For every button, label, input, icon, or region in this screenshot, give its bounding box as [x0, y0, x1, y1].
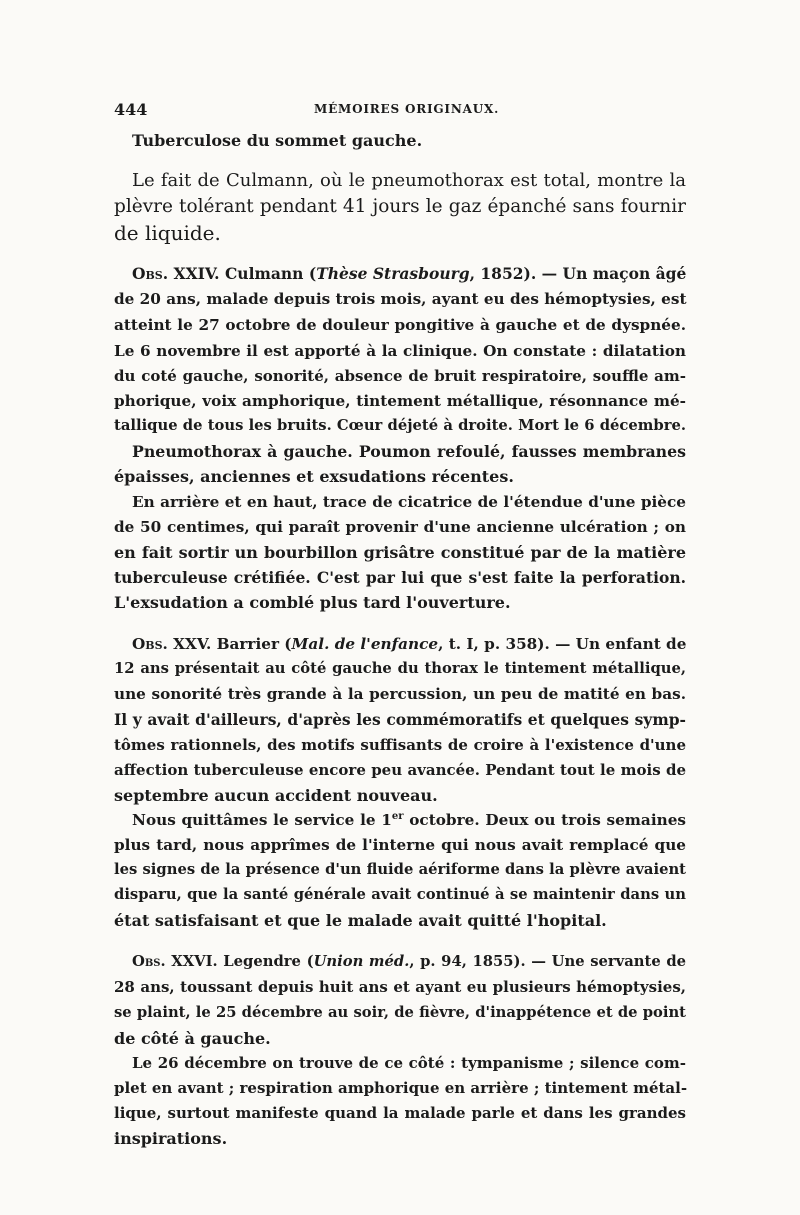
obs-number: XXV. [173, 635, 212, 653]
observation-heading [132, 637, 686, 652]
text-line: Pneumothorax à gauche. Poumon refoulé, fausses membranes [132, 442, 686, 461]
obs-label: Obs. [132, 264, 169, 283]
text-line: Le 6 novembre il est apporté à la clinique. On constate : dilatation [114, 342, 686, 360]
observation-heading [132, 955, 686, 970]
text-fragment: octobre. Deux ou trois semaines [403, 811, 686, 829]
text-line: du coté gauche, sonorité, absence de bruit respiratoire, souffle am- [114, 367, 686, 385]
text-line: les signes de la présence d'un fluide aériforme dans la plèvre avaient [114, 861, 686, 878]
text-line: inspirations. [114, 1129, 228, 1148]
text-line: septembre aucun accident nouveau. [114, 786, 438, 805]
obs-number: XXIV. [173, 264, 220, 283]
text-line: affection tuberculeuse encore peu avancée. Pendant tout le mois de [114, 761, 686, 779]
text-line: Le 26 décembre on trouve de ce côté : tympanisme ; silence com- [132, 1054, 686, 1072]
text-fragment: Nous quittâmes le service le 1 [132, 811, 392, 829]
observation-heading [132, 266, 686, 282]
text-line [132, 813, 686, 828]
text-line: se plaint, le 25 décembre au soir, de fièvre, d'inappétence et de point [114, 1004, 686, 1021]
page-number: 444 [114, 100, 148, 119]
text-line: lique, surtout manifeste quand la malade parle et dans les grandes [114, 1104, 686, 1122]
obs-label: Obs. [132, 953, 166, 970]
obs-label: Obs. [132, 635, 168, 653]
text-line: disparu, que la santé générale avait continué à se maintenir dans un [114, 886, 686, 903]
text-line: de 20 ans, malade depuis trois mois, ayant eu des hémoptysies, est [114, 290, 687, 308]
obs-source-rest: , p. 94, 1855). — Une servante de [409, 953, 687, 970]
text-line: de liquide. [114, 221, 221, 245]
paren: ( [308, 264, 317, 283]
obs-source-rest: , 1852). — Un maçon âgé [469, 264, 687, 283]
running-title: MÉMOIRES ORIGINAUX. [314, 102, 500, 116]
paren: ( [306, 953, 314, 970]
obs-author: Barrier [216, 635, 279, 653]
text-line: tômes rationnels, des motifs suffisants de croire à l'existence d'une [114, 736, 686, 754]
obs-author: Legendre [223, 953, 301, 970]
text-line: Le fait de Culmann, où le pneumothorax est total, montre la [132, 170, 686, 191]
obs-author: Culmann [224, 264, 304, 283]
text-line: état satisfaisant et que le malade avait quitté l'hopital. [114, 911, 607, 930]
text-line: de 50 centimes, qui paraît provenir d'une ancienne ulcération ; on [114, 518, 686, 536]
text-line: de côté à gauche. [114, 1029, 271, 1048]
paren: ( [284, 635, 292, 653]
book-page [114, 0, 686, 1215]
text-line: Tuberculose du sommet gauche. [132, 131, 423, 150]
obs-number: XXVI. [171, 953, 218, 970]
text-line: plèvre tolérant pendant 41 jours le gaz épanché sans fournir [114, 196, 686, 217]
superscript: er [391, 811, 404, 822]
text-line: tuberculeuse crétifiée. C'est par lui que s'est faite la perforation. [114, 568, 686, 587]
page-header [114, 100, 686, 122]
text-line: en fait sortir un bourbillon grisâtre constitué par de la matière [114, 543, 686, 562]
text-line: En arrière et en haut, trace de cicatrice de l'étendue d'une pièce [132, 493, 686, 511]
text-line: une sonorité très grande à la percussion, un peu de matité en bas. [114, 685, 686, 703]
text-line: phorique, voix amphorique, tintement métallique, résonnance mé- [114, 392, 686, 410]
obs-source-title: Union méd. [313, 953, 410, 970]
text-line: tallique de tous les bruits. Cœur déjeté à droite. Mort le 6 décembre. [114, 417, 686, 434]
obs-source-rest: , t. I, p. 358). — Un enfant de [438, 635, 687, 653]
text-line: 12 ans présentait au côté gauche du thorax le tintement métallique, [114, 660, 686, 677]
text-line: Il y avait d'ailleurs, d'après les commémoratifs et quelques symp- [114, 710, 686, 729]
text-line: atteint le 27 octobre de douleur pongitive à gauche et de dyspnée. [114, 316, 686, 334]
text-line: 28 ans, toussant depuis huit ans et ayant eu plusieurs hémoptysies, [114, 978, 686, 996]
text-line: épaisses, anciennes et exsudations récentes. [114, 467, 514, 486]
obs-source-title: Mal. de l'enfance [291, 635, 439, 653]
text-line: L'exsudation a comblé plus tard l'ouverture. [114, 593, 511, 612]
obs-source-title: Thèse Strasbourg [316, 264, 470, 283]
text-line: plet en avant ; respiration amphorique en arrière ; tintement métal- [114, 1079, 688, 1097]
text-line: plus tard, nous apprîmes de l'interne qui nous avait remplacé que [114, 836, 686, 854]
